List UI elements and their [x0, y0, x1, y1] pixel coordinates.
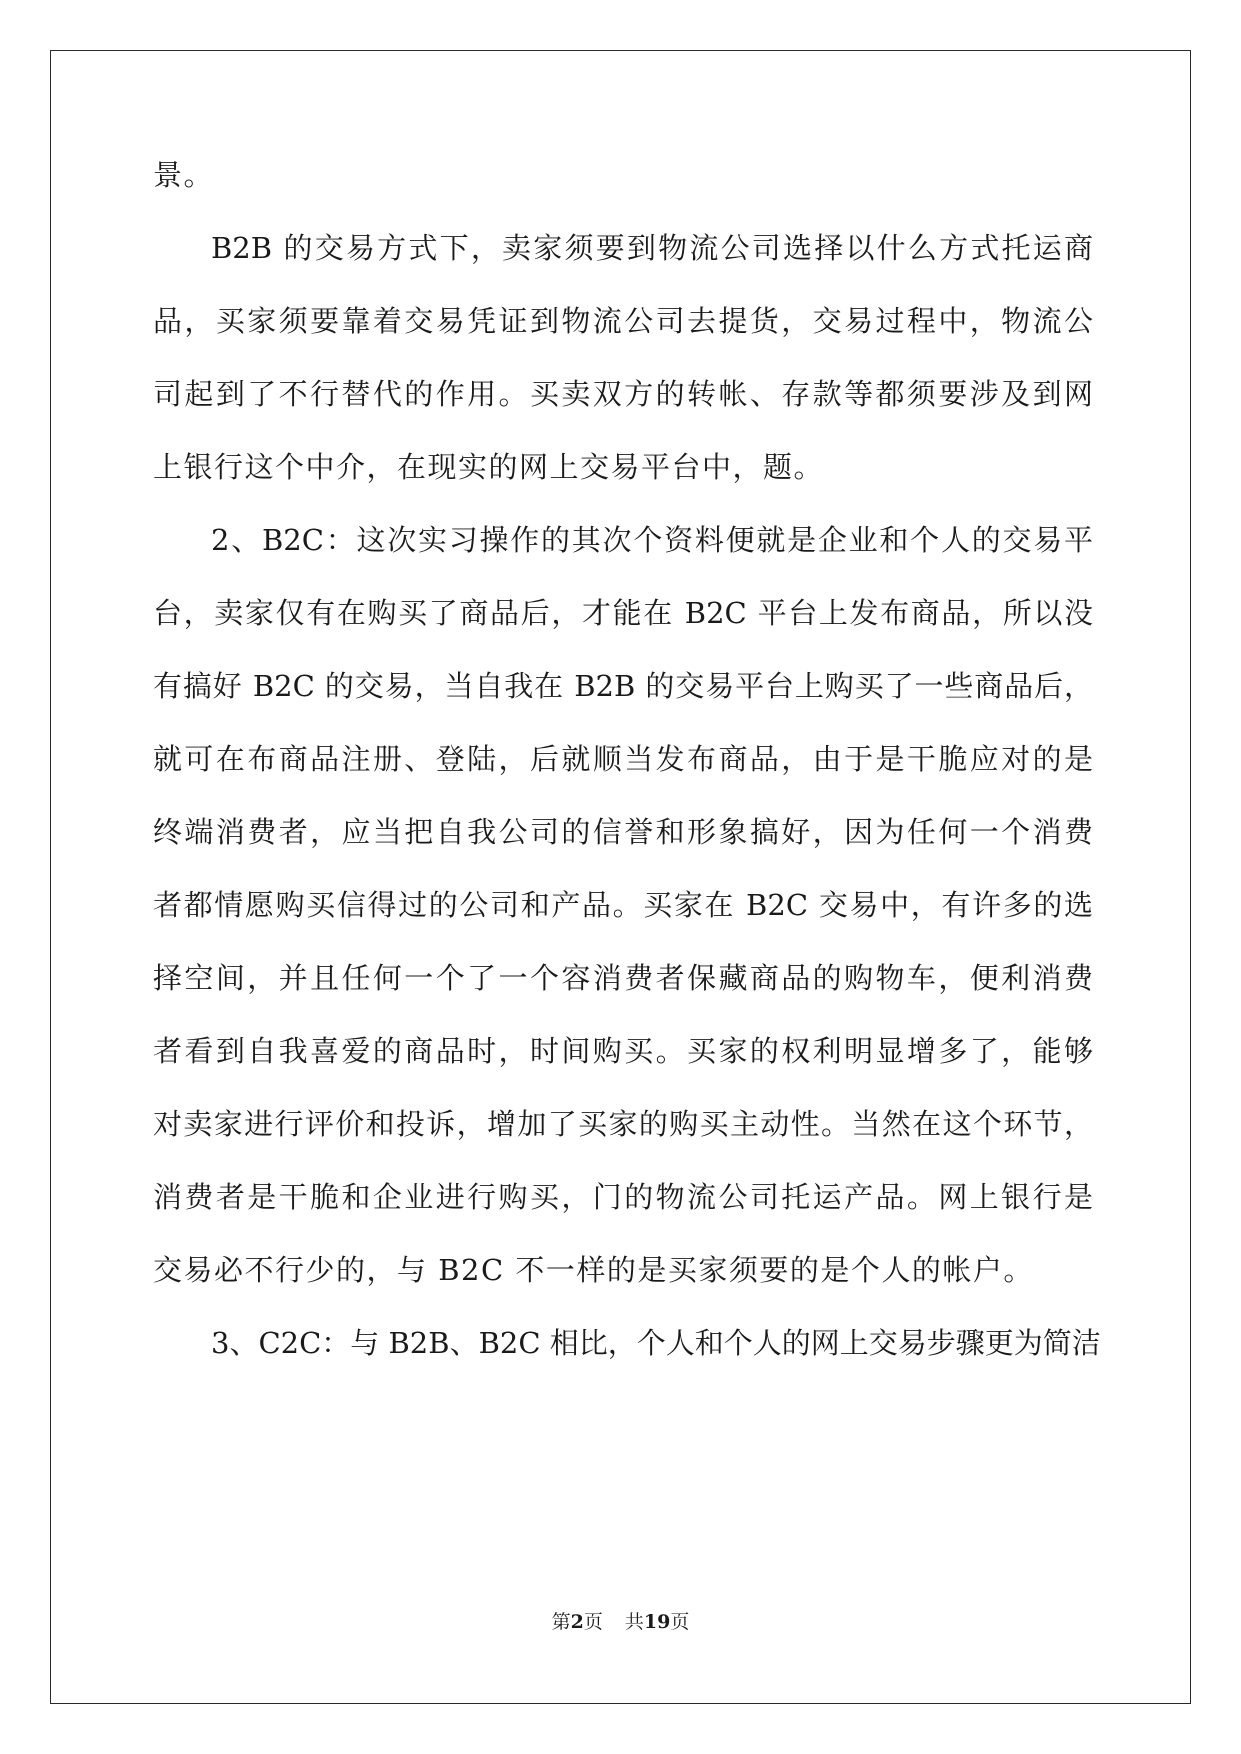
text-line: 择空间，并且任何一个了一个容消费者保藏商品的购物车，便利消费 [153, 961, 1093, 995]
page-number: 2 [570, 1611, 584, 1633]
text-line: 司起到了不行替代的作用。买卖双方的转帐、存款等都须要涉及到网 [153, 377, 1093, 411]
text-line: 者看到自我喜爱的商品时，时间购买。买家的权利明显增多了，能够 [153, 1034, 1093, 1068]
text-line: 消费者是干脆和企业进行购买，门的物流公司托运产品。网上银行是 [153, 1180, 1093, 1214]
text-line: 对卖家进行评价和投诉，增加了买家的购买主动性。当然在这个环节， [153, 1107, 1093, 1141]
page-footer [0, 1610, 1241, 1634]
text-line: 2、B2C：这次实习操作的其次个资料便就是企业和个人的交易平 [211, 523, 1093, 557]
text-line: 者都情愿购买信得过的公司和产品。买家在 B2C 交易中，有许多的选 [153, 888, 1093, 922]
page-suffix: 页 [583, 1611, 603, 1633]
text-line: 3、C2C：与 B2B、B2C 相比，个人和个人的网上交易步骤更为简洁 [211, 1326, 1101, 1360]
text-line: 景。 [153, 158, 215, 192]
text-line: 终端消费者，应当把自我公司的信誉和形象搞好，因为任何一个消费 [153, 815, 1093, 849]
total-pages: 19 [643, 1611, 671, 1633]
text-line: 交易必不行少的，与 B2C 不一样的是买家须要的是个人的帐户。 [153, 1253, 1034, 1287]
text-line: B2B 的交易方式下，卖家须要到物流公司选择以什么方式托运商 [211, 231, 1093, 265]
page-border [50, 50, 1191, 1704]
total-suffix: 页 [670, 1611, 690, 1633]
text-line: 有搞好 B2C 的交易，当自我在 B2B 的交易平台上购买了一些商品后， [153, 669, 1093, 703]
text-line: 台，卖家仅有在购买了商品后，才能在 B2C 平台上发布商品，所以没 [153, 596, 1093, 630]
page-prefix: 第 [551, 1611, 571, 1633]
text-line: 就可在布商品注册、登陆，后就顺当发布商品，由于是干脆应对的是 [153, 742, 1093, 776]
total-prefix: 共 [624, 1611, 644, 1633]
text-line: 品，买家须要靠着交易凭证到物流公司去提货，交易过程中，物流公 [153, 304, 1093, 338]
text-line: 上银行这个中介，在现实的网上交易平台中，题。 [153, 450, 825, 484]
